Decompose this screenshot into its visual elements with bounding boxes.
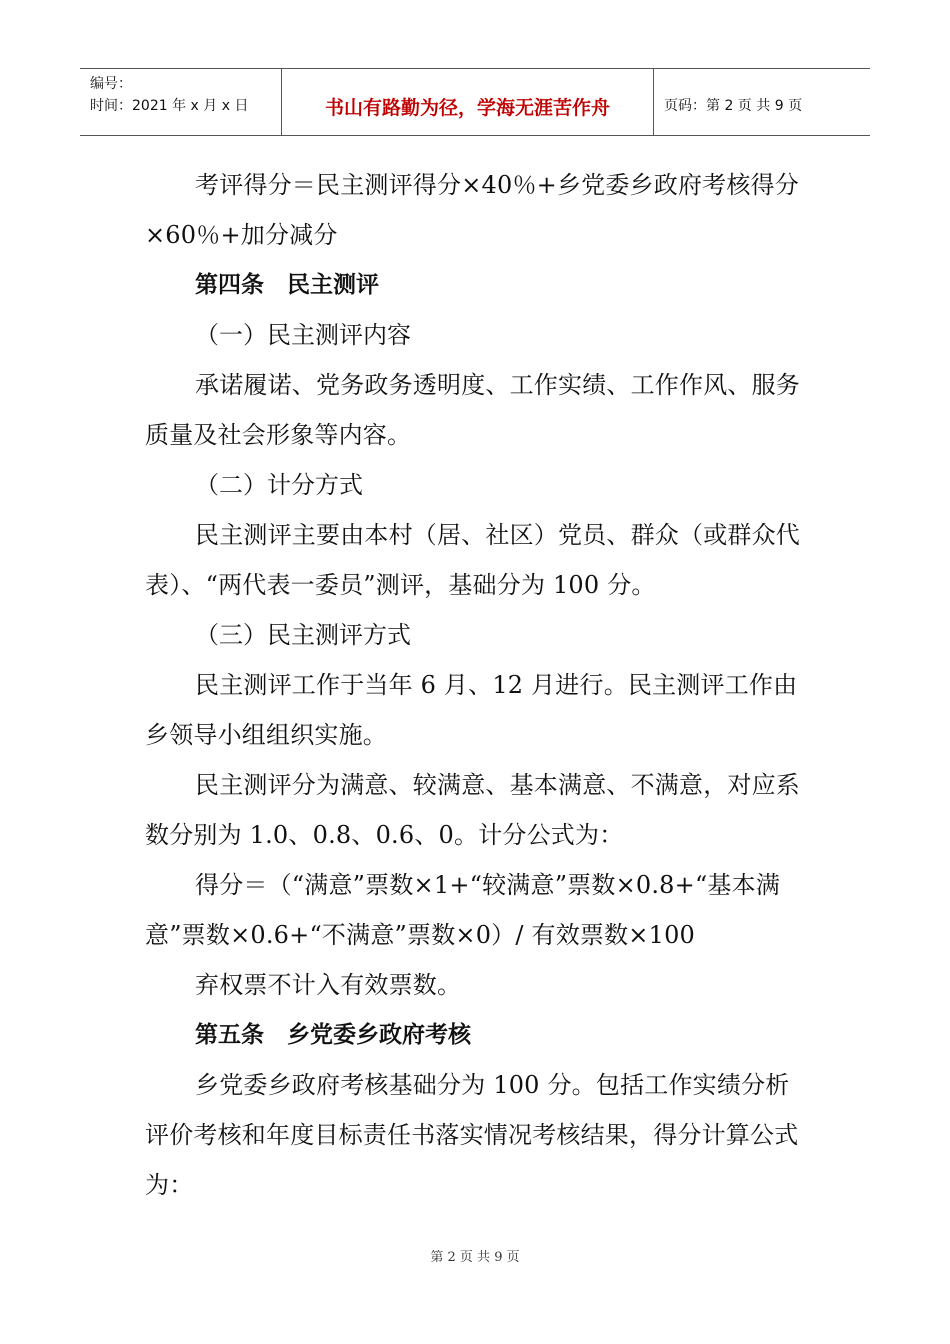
header-meta-cell <box>80 69 282 135</box>
section-heading-2: （二）计分方式 <box>195 471 363 499</box>
header-motto-cell <box>282 69 654 135</box>
section-heading-1: （一）民主测评内容 <box>195 321 411 349</box>
document-number-label: 编号： <box>90 76 132 92</box>
paragraph-content: 承诺履诺、党务政务透明度、工作实绩、工作作风、服务质量及社会形象等内容。 <box>145 371 800 449</box>
paragraph-schedule: 民主测评工作于当年 6 月、12 月进行。民主测评工作由乡领导小组组织实施。 <box>145 671 798 749</box>
paragraph-government-review: 乡党委乡政府考核基础分为 100 分。包括工作实绩分析评价考核和年度目标责任书落实情况考核结果，得分计算公式为： <box>145 1071 799 1199</box>
page-footer: 第 2 页 共 9 页 <box>430 1250 520 1265</box>
header-page-info: 页码：第 2 页 共 9 页 <box>664 98 803 114</box>
paragraph-coefficients: 民主测评分为满意、较满意、基本满意、不满意，对应系数分别为 1.0、0.8、0.6、0。计分公式为： <box>145 771 800 849</box>
header-motto: 书山有路勤为径，学海无涯苦作舟 <box>324 97 610 119</box>
article-heading-4: 第四条 民主测评 <box>195 272 379 298</box>
document-body <box>145 160 805 1210</box>
section-heading-3: （三）民主测评方式 <box>195 621 411 649</box>
page-header <box>80 68 870 136</box>
paragraph-score-formula: 考评得分＝民主测评得分×40％+乡党委乡政府考核得分×60％+加分减分 <box>145 171 799 249</box>
paragraph-abstention: 弃权票不计入有效票数。 <box>195 971 462 999</box>
header-page-cell <box>654 69 870 135</box>
paragraph-formula: 得分＝（“满意”票数×1+“较满意”票数×0.8+“基本满意”票数×0.6+“不满意”票数×0）/ 有效票数×100 <box>145 871 781 949</box>
document-date-label: 时间：2021 年 x 月 x 日 <box>90 98 249 114</box>
paragraph-scoring: 民主测评主要由本村（居、社区）党员、群众（或群众代表）、“两代表一委员”测评，基础分为 100 分。 <box>145 521 800 599</box>
article-heading-5: 第五条 乡党委乡政府考核 <box>195 1022 471 1048</box>
